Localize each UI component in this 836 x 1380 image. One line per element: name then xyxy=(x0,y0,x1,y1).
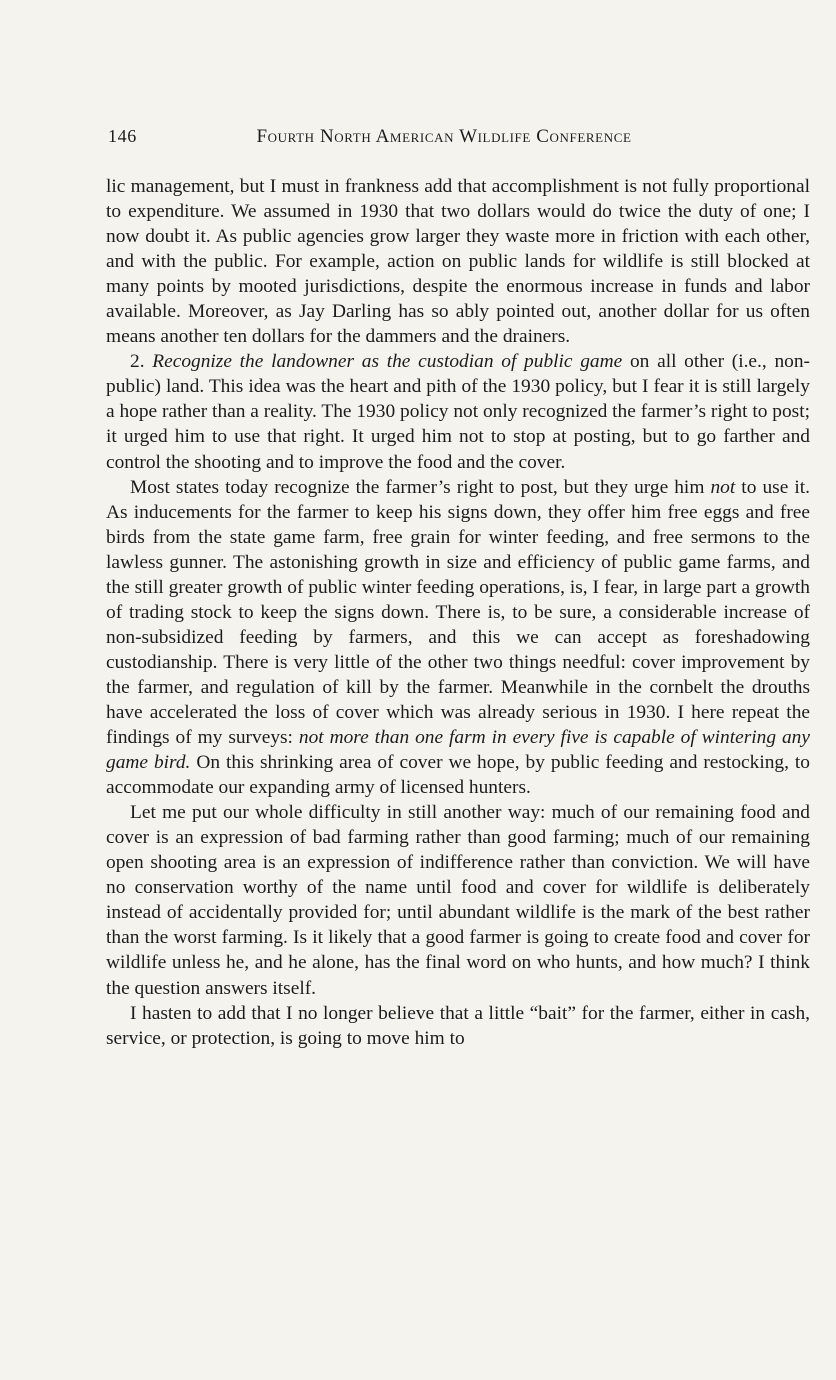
text-span: on all other (i.e., non-public) land. This idea was the heart and pith of the 1930 policy, but I fear it is still largely a hope rather than a reality. The 1930 policy not only recognized the farmer’s right to post; it urged him to use that right. It urged him not to stop at posting, but to go farther and control the shooting and to improve the food and the cover. xyxy=(106,351,811,473)
text-span: On this shrinking area of cover we hope, by public feeding and restocking, to accommodate our expanding army of licensed hunters. xyxy=(106,752,810,799)
paragraph xyxy=(106,1001,810,1051)
text-span: Let me put our whole difficulty in still another way: much of our remaining food and cover is an expression of bad farming rather than good farming; much of our remaining open shooting area is an expression of indifference rather than conviction. We will have no conservation worthy of the name until food and cover for wildlife is deliberately instead of accidentally provided for; until abundant wildlife is the mark of the best rather than the worst farming. Is it likely that a good farmer is going to create food and cover for wildlife unless he, and he alone, has the final word on who hunts, and how much? I think the question answers itself. xyxy=(106,802,810,999)
paragraph xyxy=(106,475,810,801)
text-span: Most states today recognize the farmer’s right to post, but they urge him xyxy=(130,476,711,498)
text-span: I hasten to add that I no longer believe that a little “bait” for the farmer, either in cash, service, or protection, is going to move him to xyxy=(106,1002,810,1049)
text-span: 2. xyxy=(130,351,153,373)
page-number: 146 xyxy=(108,126,137,146)
text-span: lic management, but I must in frankness add that accomplishment is not fully proportional to expenditure. We assumed in 1930 that two dollars would do twice the duty of one; I now doubt it. As public agencies grow larger they waste more in friction with each other, and with the public. For example, action on public lands for wildlife is still blocked at many points by mooted jurisdictions, despite the enormous increase in funds and labor available. Moreover, as Jay Darling has so ably pointed out, another dollar for us often means another ten dollars for the dammers and the drainers. xyxy=(106,176,810,348)
italic-text: not xyxy=(710,476,736,498)
page-header xyxy=(108,126,710,148)
running-head: Fourth North American Wildlife Conference xyxy=(256,126,632,147)
body-text xyxy=(106,174,810,1051)
italic-text: not more than one farm in every five is capable of wintering any game bird. xyxy=(106,727,810,774)
text-span: to use it. As inducements for the farmer to keep his signs down, they offer him free eggs and free birds from the state game farm, free grain for winter feeding, and free sermons to the lawless gunner. The astonishing growth in size and efficiency of public game farms, and the still greater growth of public winter feeding operations, is, I fear, in large part a growth of trading stock to keep the signs down. There is, to be sure, a considerable increase of non-subsidized feeding by farmers, and this we can accept as foreshadowing custodianship. There is very little of the other two things needful: cover improvement by the farmer, and regulation of kill by the farmer. Meanwhile in the cornbelt the drouths have accelerated the loss of cover which was already serious in 1930. I here repeat the findings of my surveys: xyxy=(106,476,810,749)
paragraph xyxy=(106,349,810,474)
italic-text: Recognize the landowner as the custodian of public game xyxy=(152,351,623,373)
paragraph xyxy=(106,174,810,349)
paragraph xyxy=(106,800,810,1000)
